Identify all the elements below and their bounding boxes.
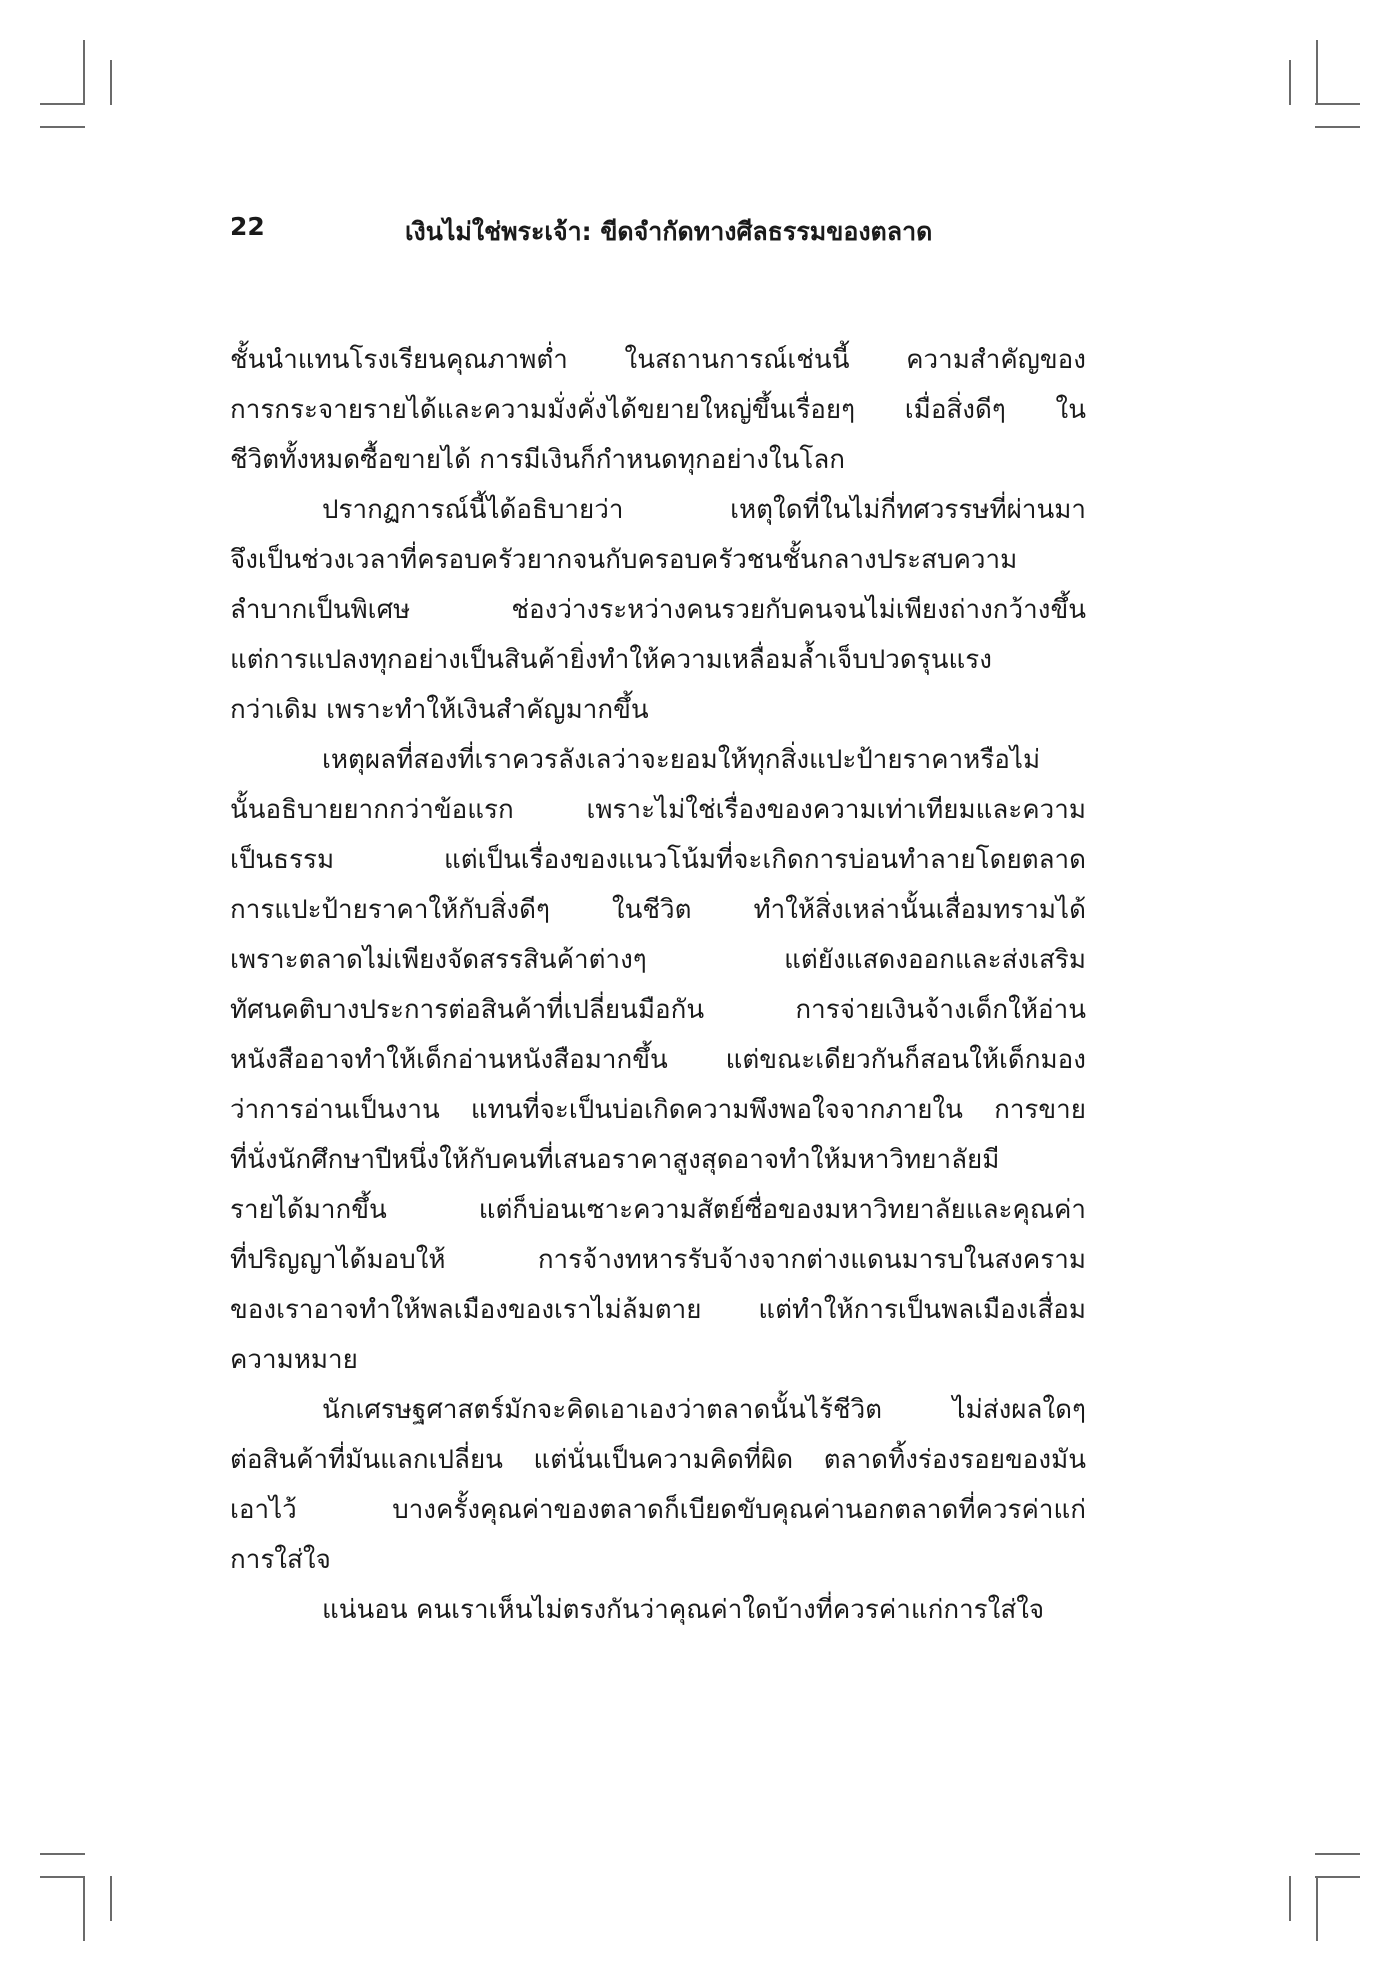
crop-mark <box>83 1876 85 1941</box>
running-header <box>230 212 1080 252</box>
crop-mark <box>40 126 85 128</box>
text-line: กว่าเดิม เพราะทำให้เงินสำคัญมากขึ้น <box>230 695 649 725</box>
crop-mark <box>1315 126 1360 128</box>
text-line: ลำบากเป็นพิเศษ ช่องว่างระหว่างคนรวยกับคนจนไม่เพียงถ่างกว้างขึ้น <box>230 595 1086 625</box>
crop-mark <box>110 60 112 105</box>
text-line: การแปะป้ายราคาให้กับสิ่งดีๆ ในชีวิต ทำให้สิ่งเหล่านั้นเสื่อมทรามได้ <box>230 895 1086 925</box>
crop-mark <box>83 40 85 105</box>
crop-mark <box>1315 103 1360 105</box>
crop-mark <box>1315 1853 1360 1855</box>
paragraph <box>230 485 1086 735</box>
paragraph <box>230 735 1086 1385</box>
text-line: แน่นอน คนเราเห็นไม่ตรงกันว่าคุณค่าใดบ้างที่ควรค่าแก่การใส่ใจ <box>322 1595 1045 1625</box>
text-line: หนังสืออาจทำให้เด็กอ่านหนังสือมากขึ้น แต่ขณะเดียวกันก็สอนให้เด็กมอง <box>230 1045 1086 1075</box>
text-line: เอาไว้ บางครั้งคุณค่าของตลาดก็เบียดขับคุณค่านอกตลาดที่ควรค่าแก่ <box>230 1495 1086 1525</box>
crop-mark <box>1316 1876 1318 1941</box>
crop-mark <box>40 1853 85 1855</box>
text-line: การกระจายรายได้และความมั่งคั่งได้ขยายใหญ่ขึ้นเรื่อยๆ เมื่อสิ่งดีๆ ใน <box>230 395 1086 425</box>
crop-mark <box>40 103 85 105</box>
text-line: ว่าการอ่านเป็นงาน แทนที่จะเป็นบ่อเกิดความพึงพอใจจากภายใน การขาย <box>230 1095 1086 1125</box>
text-line: ที่ปริญญาได้มอบให้ การจ้างทหารรับจ้างจากต่างแดนมารบในสงคราม <box>230 1245 1086 1275</box>
crop-mark <box>1289 1876 1291 1921</box>
text-line: ต่อสินค้าที่มันแลกเปลี่ยน แต่นั่นเป็นความคิดที่ผิด ตลาดทิ้งร่องรอยของมัน <box>230 1445 1086 1475</box>
text-line: นักเศรษฐศาสตร์มักจะคิดเอาเองว่าตลาดนั้นไร้ชีวิต ไม่ส่งผลใดๆ <box>322 1395 1086 1425</box>
running-title: เงินไม่ใช่พระเจ้า: ขีดจำกัดทางศีลธรรมของตลาด <box>405 217 933 246</box>
body-text <box>230 335 1086 1635</box>
text-line: ความหมาย <box>230 1345 358 1375</box>
text-line: จึงเป็นช่วงเวลาที่ครอบครัวยากจนกับครอบครัวชนชั้นกลางประสบความ <box>230 545 1018 575</box>
text-line: การใส่ใจ <box>230 1545 331 1575</box>
text-line: รายได้มากขึ้น แต่ก็บ่อนเซาะความสัตย์ซื่อของมหาวิทยาลัยและคุณค่า <box>230 1195 1086 1225</box>
paragraph <box>230 1385 1086 1585</box>
text-line: นั้นอธิบายยากกว่าข้อแรก เพราะไม่ใช่เรื่องของความเท่าเทียมและความ <box>230 795 1086 825</box>
text-line: เหตุผลที่สองที่เราควรลังเลว่าจะยอมให้ทุกสิ่งแปะป้ายราคาหรือไม่ <box>322 745 1041 775</box>
page-number: 22 <box>230 212 265 241</box>
text-line: ชีวิตทั้งหมดซื้อขายได้ การมีเงินก็กำหนดทุกอย่างในโลก <box>230 445 846 475</box>
text-line: เพราะตลาดไม่เพียงจัดสรรสินค้าต่างๆ แต่ยังแสดงออกและส่งเสริม <box>230 945 1086 975</box>
paragraph <box>230 1585 1086 1635</box>
crop-mark <box>1316 40 1318 105</box>
text-line: ที่นั่งนักศึกษาปีหนึ่งให้กับคนที่เสนอราคาสูงสุดอาจทำให้มหาวิทยาลัยมี <box>230 1145 1000 1175</box>
text-line: เป็นธรรม แต่เป็นเรื่องของแนวโน้มที่จะเกิดการบ่อนทำลายโดยตลาด <box>230 845 1086 875</box>
text-line: ทัศนคติบางประการต่อสินค้าที่เปลี่ยนมือกัน การจ่ายเงินจ้างเด็กให้อ่าน <box>230 995 1086 1025</box>
paragraph <box>230 335 1086 485</box>
crop-mark <box>40 1876 85 1878</box>
text-line: แต่การแปลงทุกอย่างเป็นสินค้ายิ่งทำให้ความเหลื่อมล้ำเจ็บปวดรุนแรง <box>230 645 992 675</box>
crop-mark <box>1289 60 1291 105</box>
crop-mark <box>1315 1876 1360 1878</box>
crop-mark <box>110 1876 112 1921</box>
text-line: ของเราอาจทำให้พลเมืองของเราไม่ล้มตาย แต่ทำให้การเป็นพลเมืองเสื่อม <box>230 1295 1086 1325</box>
text-line: ชั้นนำแทนโรงเรียนคุณภาพต่ำ ในสถานการณ์เช่นนี้ ความสำคัญของ <box>230 345 1086 375</box>
text-line: ปรากฏการณ์นี้ได้อธิบายว่า เหตุใดที่ในไม่กี่ทศวรรษที่ผ่านมา <box>322 495 1086 525</box>
